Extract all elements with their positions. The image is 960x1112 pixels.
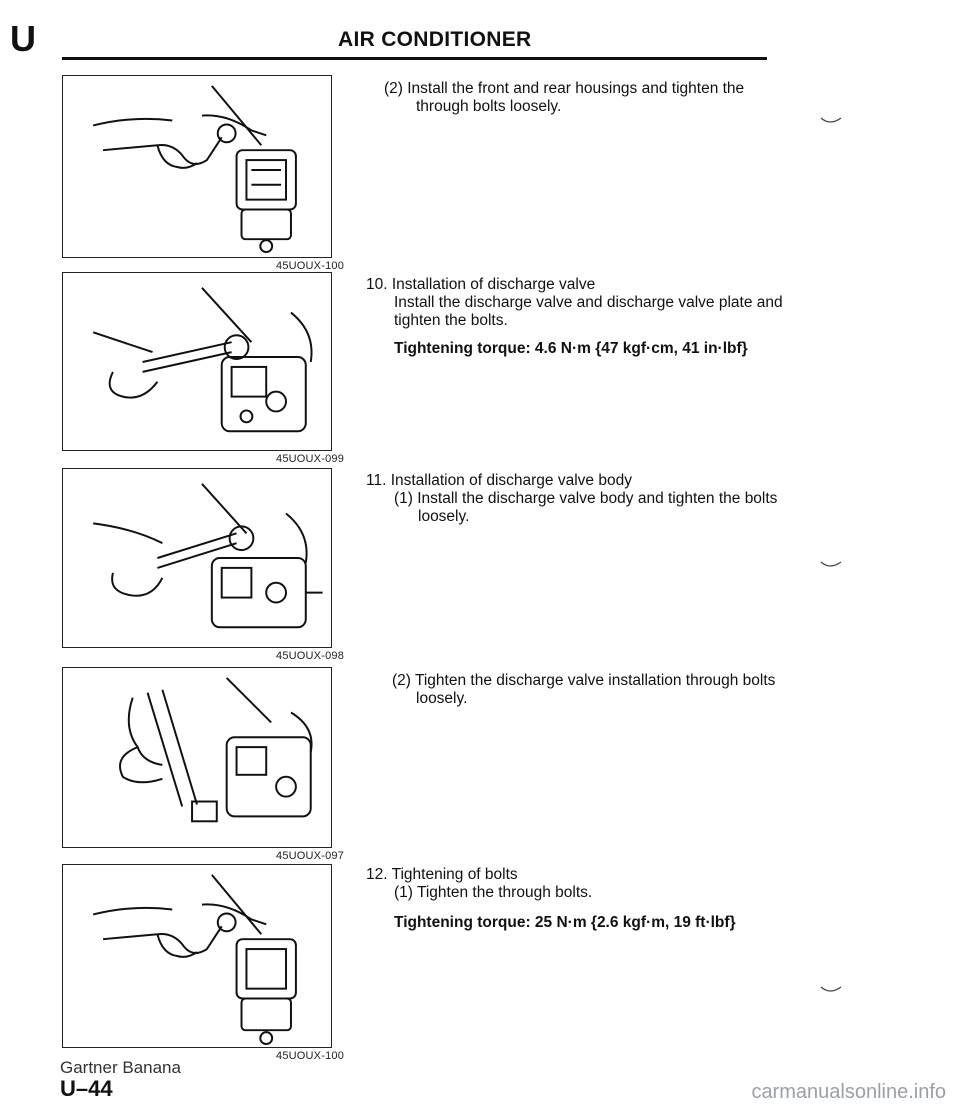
step-9-sub2-line2: through bolts loosely.	[416, 98, 562, 115]
figure-code: 45UOUX-100	[276, 260, 345, 272]
figure-2	[62, 272, 332, 451]
page-number: U–44	[60, 1076, 113, 1101]
header-rule	[62, 57, 767, 60]
page-title: AIR CONDITIONER	[338, 28, 532, 51]
step-10-torque: Tightening torque: 4.6 N·m {47 kgf·cm, 41 in·lbf}	[394, 340, 748, 357]
figure-5	[62, 864, 332, 1048]
figure-code: 45UOUX-097	[276, 850, 345, 862]
figure-4	[62, 667, 332, 848]
wrench-discharge-valve-illustration	[63, 273, 331, 450]
step-12-sub1: (1) Tighten the through bolts.	[394, 884, 593, 901]
footer-name: Gartner Banana	[60, 1058, 181, 1077]
figure-code: 45UOUX-100	[276, 1050, 345, 1062]
figure-1	[62, 75, 332, 258]
figure-code: 45UOUX-098	[276, 650, 345, 662]
extension-bar-compressor-illustration	[63, 668, 331, 847]
ratchet-wrench-through-bolts-illustration	[63, 865, 331, 1047]
figure-code: 45UOUX-099	[276, 453, 345, 465]
wrench-discharge-valve-body-illustration	[63, 469, 331, 647]
step-11-heading: 11. Installation of discharge valve body	[366, 472, 632, 489]
step-10-heading: 10. Installation of discharge valve	[366, 276, 596, 293]
ratchet-wrench-compressor-illustration	[63, 76, 331, 257]
section-letter: U	[10, 18, 36, 59]
step-10-line1: Install the discharge valve and discharge valve plate and	[394, 294, 783, 311]
step-11-sub2-line2: loosely.	[416, 690, 468, 707]
step-11-sub2-line1: (2) Tighten the discharge valve installation through bolts	[392, 672, 776, 689]
step-12-heading: 12. Tightening of bolts	[366, 866, 518, 883]
watermark: carmanualsonline.info	[751, 1081, 946, 1103]
step-11-sub1-line1: (1) Install the discharge valve body and tighten the bolts	[394, 490, 778, 507]
step-11-sub1-line2: loosely.	[418, 508, 470, 525]
step-12-torque: Tightening torque: 25 N·m {2.6 kgf·m, 19 ft·lbf}	[394, 914, 736, 931]
step-10-line2: tighten the bolts.	[394, 312, 508, 329]
figure-3	[62, 468, 332, 648]
scan-mark	[820, 982, 842, 992]
scan-mark	[820, 113, 842, 123]
step-9-sub2-line1: (2) Install the front and rear housings and tighten the	[384, 80, 745, 97]
scan-mark	[820, 557, 842, 567]
